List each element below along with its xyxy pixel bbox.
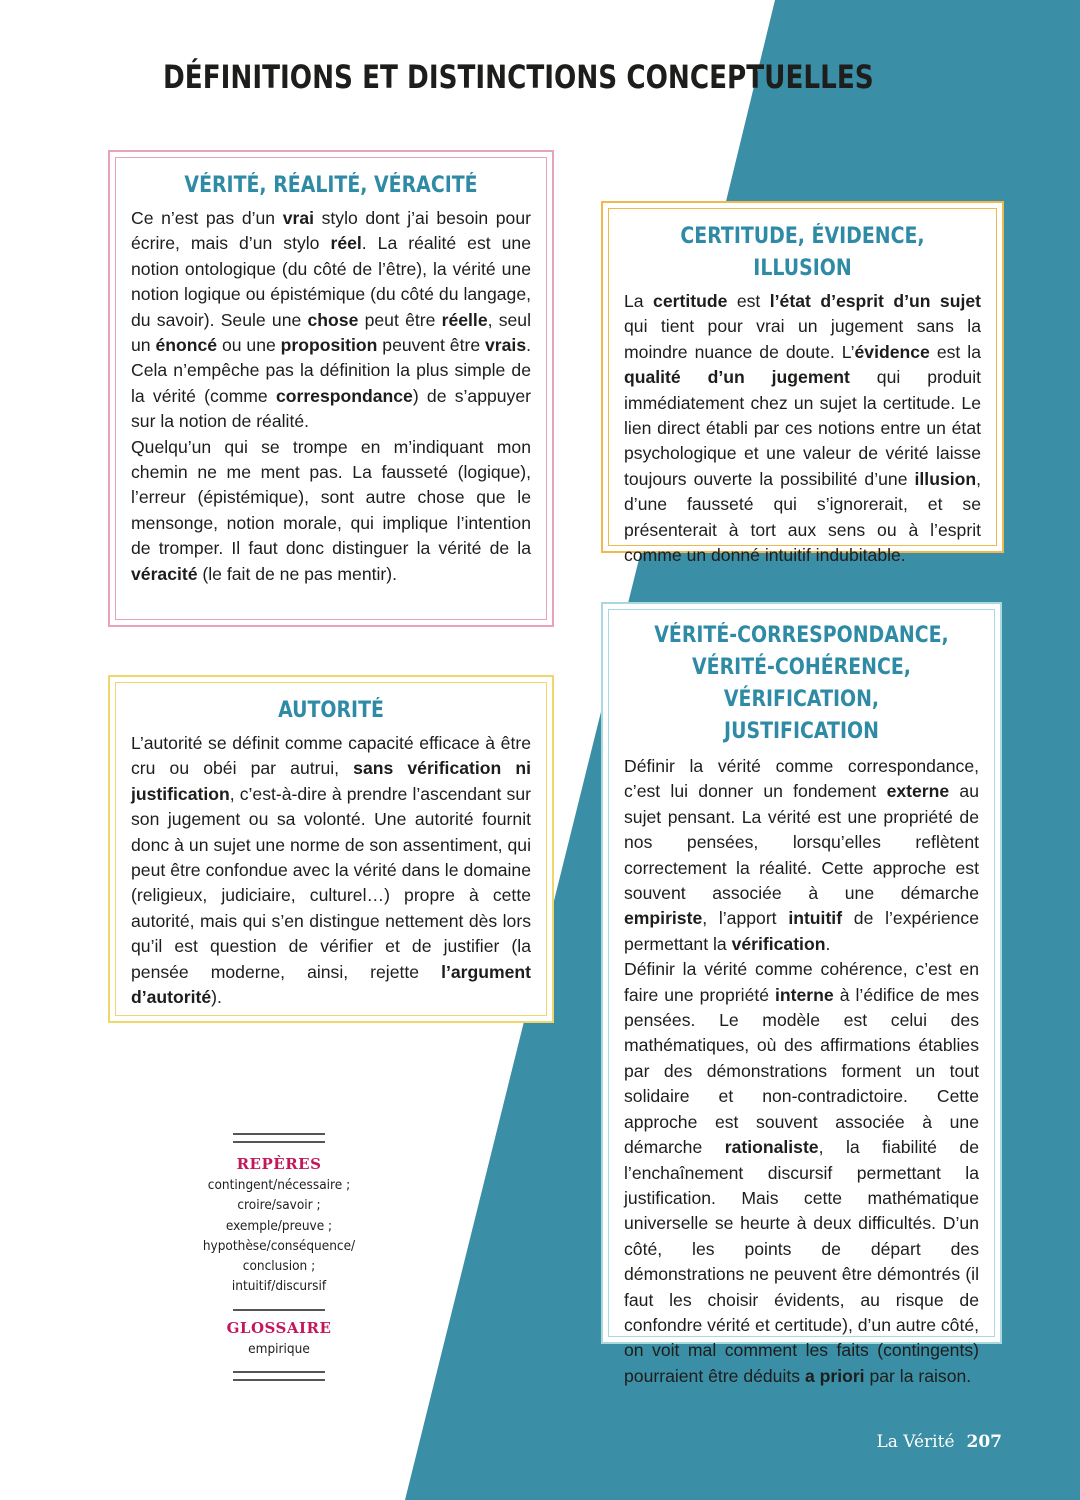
glossaire-list <box>199 1339 359 1359</box>
box-body-text: L’autorité se définit comme capacité efficace à être cru ou obéi par autrui, sans vérification ni justification, c’est-à-dire à prendre l’ascendant sur son jugement ou sa volonté. Une autorité fournit donc à un sujet une norme de son assentiment, qui peut être confondue avec la vérité dans le domaine (religieux, judiciaire, culturel…) propre à cette autorité, mais qui s’en distingue nettement dès lors qu’il est question de vérifier et de justifier (la pensée moderne, ainsi, rejette l’argument d’autorité). <box>131 733 531 1008</box>
box-inner-border <box>608 609 995 1386</box>
reperes-sidebar <box>190 1133 368 1381</box>
box-autorite <box>108 675 554 1023</box>
glossaire-item: empirique <box>248 1340 310 1357</box>
box-title: VÉRITÉ, RÉALITÉ, VÉRACITÉ <box>184 173 478 198</box>
box-title <box>649 620 954 748</box>
double-rule-divider <box>233 1371 325 1381</box>
box-inner-border <box>115 682 547 1016</box>
glossaire-heading: GLOSSAIRE <box>226 1318 332 1337</box>
reperes-item: intuitif/discursif <box>231 1278 327 1295</box>
box-title: AUTORITÉ <box>278 698 384 723</box>
reperes-item: conclusion ; <box>242 1258 316 1275</box>
box-body-text: Définir la vérité comme correspondance, c’est lui donner un fondement externe au sujet pensant. La vérité est une propriété de nos pensées, lorsqu’elles reflètent correctement la réalité. Cette approche est souvent associée à une démarche empiriste, l’apport intuitif de l’expérience permettant la vérification. Définir la vérité comme cohérence, c’est en faire une propriété interne à l’édifice de mes pensées. Le modèle est celui des mathématiques, où des affirmations établies par des démonstrations forment un tout solidaire et non-contradictoire. Cette approche est souvent associée à une démarche rationaliste, la fiabilité de l’enchaînement discursif permettant la justification. Mais cette mathématique universelle se heurte à deux difficultés. D’un côté, les points de départ des démonstrations ne peuvent être démontrés (il faut les choisir évidents, au risque de confondre vérité et certitude), d’un autre côté, on voit mal comment les faits (contingents) pourraient être déduits a priori par la raison. <box>624 756 980 1386</box>
page-title: DÉFINITIONS ET DISTINCTIONS CONCEPTUELLES <box>163 58 874 96</box>
box-title-line: VÉRITÉ-COHÉRENCE, VÉRIFICATION, <box>692 655 911 712</box>
reperes-item: hypothèse/conséquence/ <box>202 1237 356 1254</box>
reperes-item: exemple/preuve ; <box>225 1217 333 1234</box>
box-body-text: La certitude est l’état d’esprit d’un sujet qui tient pour vrai un jugement sans la moindre nuance de doute. L’évidence est la qualité d’un jugement qui produit immédiatement chez un sujet la certitude. Le lien direct établi par ces notions entre un état psychologique et une valeur de vérité laisse toujours ouverte la possibilité d’une illusion, d’une fausseté qui s’ignorerait, et se présenterait à tort aux sens ou à l’esprit comme un donné intuitif indubitable. <box>624 291 981 566</box>
box-title-line: JUSTIFICATION <box>724 719 879 744</box>
box-inner-border <box>608 208 997 566</box>
page-number: 207 <box>966 1432 1002 1452</box>
box-inner-border <box>115 157 547 620</box>
box-body-text: Ce n’est pas d’un vrai stylo dont j’ai besoin pour écrire, mais d’un stylo réel. La réalité est une notion ontologique (du côté de l’être), la vérité une notion logique ou épistémique (du côté du langage, du savoir). Seule une chose peut être réelle, seul un énoncé ou une proposition peuvent être vrais. Cela n’empêche pas la définition la plus simple de la vérité (comme correspondance) de s’appuyer sur la notion de réalité. Quelqu’un qui se trompe en m’indiquant mon chemin ne me ment pas. La fausseté (logique), l’erreur (épistémique), sont autre chose que le mensonge, notion morale, qui implique l’intention de tromper. Il faut donc distinguer la vérité de la véracité (le fait de ne pas mentir). <box>131 208 531 584</box>
reperes-item: croire/savoir ; <box>237 1197 321 1214</box>
reperes-item: contingent/nécessaire ; <box>207 1177 351 1193</box>
footer-book-title: La Vérité <box>876 1432 955 1452</box>
box-title-line: VÉRITÉ-CORRESPONDANCE, <box>654 623 949 648</box>
reperes-heading: REPÈRES <box>236 1155 322 1173</box>
page-footer <box>876 1432 1002 1452</box>
box-certitude-evidence-illusion <box>601 201 1004 566</box>
box-title: CERTITUDE, ÉVIDENCE, ILLUSION <box>680 224 925 281</box>
box-verite-correspondance <box>601 602 1002 1386</box>
single-rule-divider <box>233 1309 325 1311</box>
box-verite-realite-veracite <box>108 150 554 627</box>
double-rule-divider <box>233 1133 325 1143</box>
reperes-list <box>199 1175 359 1297</box>
